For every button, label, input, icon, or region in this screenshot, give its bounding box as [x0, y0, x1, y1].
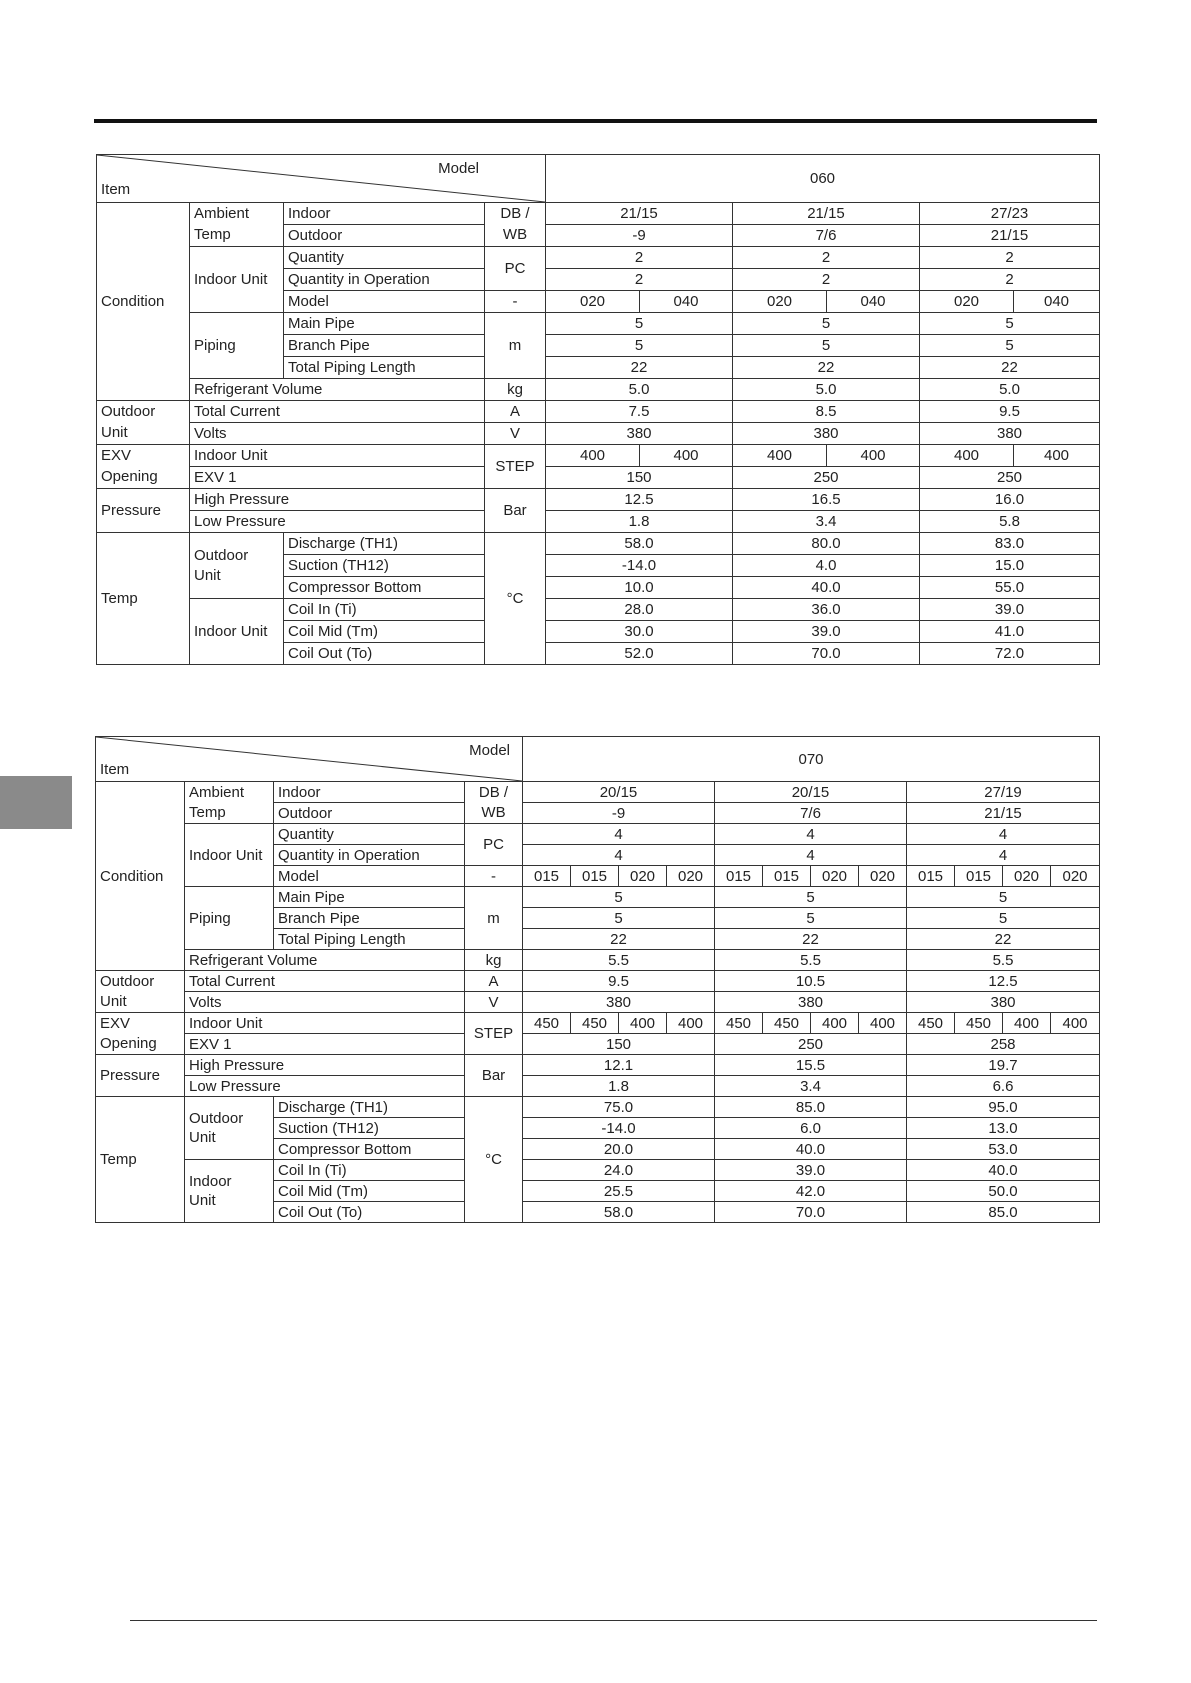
coil-out-value: 72.0	[920, 643, 1100, 665]
temp-indoor-l2: Unit	[189, 1192, 216, 1209]
coil-mid-label: Coil Mid (Tm)	[284, 621, 485, 643]
quantity-label: Quantity	[284, 247, 485, 269]
suction-value: 6.0	[715, 1118, 907, 1139]
spec-table-060	[96, 154, 1100, 665]
model-row-label: Model	[284, 291, 485, 313]
volts-value: 380	[523, 992, 715, 1013]
coil-mid-value: 42.0	[715, 1181, 907, 1202]
model-cell: 015	[955, 866, 1003, 887]
high-pressure-label: High Pressure	[185, 1055, 465, 1076]
pressure-label: Pressure	[97, 489, 190, 533]
exv1-label: EXV 1	[190, 467, 485, 489]
exv-opening-label: Opening	[96, 1034, 185, 1055]
temp-outdoor-l2: Unit	[189, 1129, 216, 1146]
branch-pipe-value: 5	[715, 908, 907, 929]
branch-pipe-label: Branch Pipe	[284, 335, 485, 357]
discharge-value: 95.0	[907, 1097, 1100, 1118]
unit-a: A	[465, 971, 523, 992]
coil-in-value: 28.0	[546, 599, 733, 621]
qty-op-value: 4	[523, 845, 715, 866]
branch-pipe-value: 5	[523, 908, 715, 929]
refrigerant-value: 5.0	[546, 379, 733, 401]
temp-indoor-unit-label: Indoor Unit	[190, 599, 284, 665]
qty-op-value: 4	[907, 845, 1100, 866]
ambient-label: Ambient	[185, 782, 274, 803]
high-pressure-value: 12.1	[523, 1055, 715, 1076]
branch-pipe-value: 5	[733, 335, 920, 357]
suction-value: -14.0	[523, 1118, 715, 1139]
branch-pipe-value: 5	[920, 335, 1100, 357]
suction-label: Suction (TH12)	[274, 1118, 465, 1139]
exv1-label: EXV 1	[185, 1034, 465, 1055]
coil-out-value: 52.0	[546, 643, 733, 665]
ambient-label: Ambient	[190, 203, 284, 225]
model-cell: 040	[640, 291, 733, 313]
unit-wb: WB	[485, 225, 546, 247]
compressor-value: 53.0	[907, 1139, 1100, 1160]
total-current-label: Total Current	[185, 971, 465, 992]
ambient-temp-label: Temp	[190, 225, 284, 247]
exv-indoor-cell: 400	[1003, 1013, 1051, 1034]
coil-in-value: 24.0	[523, 1160, 715, 1181]
ambient-indoor-value: 27/23	[920, 203, 1100, 225]
volts-value: 380	[546, 423, 733, 445]
temp-label: Temp	[96, 1097, 185, 1223]
temp-indoor-l1: Indoor	[189, 1173, 232, 1190]
item-header-label: Item	[100, 761, 130, 778]
exv-indoor-cell: 450	[955, 1013, 1003, 1034]
low-pressure-value: 1.8	[546, 511, 733, 533]
unit-kg: kg	[485, 379, 546, 401]
qty-op-value: 4	[715, 845, 907, 866]
exv-indoor-cell: 450	[523, 1013, 571, 1034]
item-header-label: Item	[101, 181, 131, 198]
refrigerant-value: 5.5	[523, 950, 715, 971]
compressor-value: 40.0	[715, 1139, 907, 1160]
footer-rule	[130, 1620, 1097, 1621]
low-pressure-value: 1.8	[523, 1076, 715, 1097]
compressor-label: Compressor Bottom	[284, 577, 485, 599]
main-pipe-label: Main Pipe	[284, 313, 485, 335]
ambient-outdoor-label: Outdoor	[284, 225, 485, 247]
ambient-outdoor-value: -9	[523, 803, 715, 824]
quantity-value: 2	[733, 247, 920, 269]
exv-label: EXV	[97, 445, 190, 467]
quantity-value: 4	[715, 824, 907, 845]
suction-value: 13.0	[907, 1118, 1100, 1139]
unit-db: DB /	[465, 782, 523, 803]
model-cell: 020	[619, 866, 667, 887]
coil-in-value: 40.0	[907, 1160, 1100, 1181]
refrigerant-value: 5.0	[920, 379, 1100, 401]
total-current-value: 9.5	[920, 401, 1100, 423]
unit-step: STEP	[485, 445, 546, 489]
exv1-value: 250	[715, 1034, 907, 1055]
unit-wb: WB	[465, 803, 523, 824]
compressor-value: 20.0	[523, 1139, 715, 1160]
model-cell: 015	[907, 866, 955, 887]
exv-indoor-cell: 400	[619, 1013, 667, 1034]
ambient-indoor-label: Indoor	[274, 782, 465, 803]
temp-outdoor-unit-label	[190, 533, 284, 599]
unit-db: DB /	[485, 203, 546, 225]
condition-label: Condition	[97, 203, 190, 401]
branch-pipe-value: 5	[546, 335, 733, 357]
model-header-label: Model	[469, 742, 510, 759]
model-cell: 020	[733, 291, 827, 313]
main-pipe-label: Main Pipe	[274, 887, 465, 908]
exv1-value: 250	[920, 467, 1100, 489]
unit-v: V	[485, 423, 546, 445]
model-row-label: Model	[274, 866, 465, 887]
indoor-unit-label: Indoor Unit	[190, 247, 284, 313]
total-current-value: 9.5	[523, 971, 715, 992]
discharge-label: Discharge (TH1)	[274, 1097, 465, 1118]
exv-indoor-cell: 400	[733, 445, 827, 467]
refrigerant-value: 5.0	[733, 379, 920, 401]
header-rule	[94, 119, 1097, 123]
exv-indoor-cell: 450	[715, 1013, 763, 1034]
exv1-value: 150	[523, 1034, 715, 1055]
ambient-temp-label: Temp	[185, 803, 274, 824]
coil-in-value: 39.0	[715, 1160, 907, 1181]
low-pressure-value: 3.4	[733, 511, 920, 533]
piping-label: Piping	[185, 887, 274, 950]
exv-indoor-cell: 400	[827, 445, 920, 467]
total-piping-value: 22	[546, 357, 733, 379]
exv-label: EXV	[96, 1013, 185, 1034]
volts-value: 380	[715, 992, 907, 1013]
unit-kg: kg	[465, 950, 523, 971]
total-current-value: 7.5	[546, 401, 733, 423]
exv-indoor-cell: 400	[546, 445, 640, 467]
low-pressure-label: Low Pressure	[190, 511, 485, 533]
main-pipe-value: 5	[907, 887, 1100, 908]
quantity-value: 2	[546, 247, 733, 269]
branch-pipe-value: 5	[907, 908, 1100, 929]
exv-indoor-cell: 400	[667, 1013, 715, 1034]
discharge-value: 83.0	[920, 533, 1100, 555]
model-cell: 040	[1014, 291, 1100, 313]
ambient-indoor-value: 20/15	[523, 782, 715, 803]
qty-op-value: 2	[546, 269, 733, 291]
ambient-outdoor-value: 21/15	[907, 803, 1100, 824]
indoor-unit-label: Indoor Unit	[185, 824, 274, 887]
main-pipe-value: 5	[715, 887, 907, 908]
main-pipe-value: 5	[546, 313, 733, 335]
temp-indoor-unit-label	[185, 1160, 274, 1223]
suction-value: 4.0	[733, 555, 920, 577]
total-piping-value: 22	[733, 357, 920, 379]
model-cell: 040	[827, 291, 920, 313]
high-pressure-label: High Pressure	[190, 489, 485, 511]
discharge-value: 58.0	[546, 533, 733, 555]
model-cell: 020	[811, 866, 859, 887]
unit-pc: PC	[485, 247, 546, 291]
total-current-value: 10.5	[715, 971, 907, 992]
unit-degc: °C	[465, 1097, 523, 1223]
compressor-value: 40.0	[733, 577, 920, 599]
exv1-value: 258	[907, 1034, 1100, 1055]
pressure-label: Pressure	[96, 1055, 185, 1097]
low-pressure-value: 3.4	[715, 1076, 907, 1097]
model-value: 060	[546, 155, 1100, 203]
ambient-indoor-label: Indoor	[284, 203, 485, 225]
discharge-value: 80.0	[733, 533, 920, 555]
total-current-label: Total Current	[190, 401, 485, 423]
high-pressure-value: 19.7	[907, 1055, 1100, 1076]
high-pressure-value: 15.5	[715, 1055, 907, 1076]
model-cell: 020	[1051, 866, 1100, 887]
coil-out-label: Coil Out (To)	[284, 643, 485, 665]
section-tab	[0, 776, 72, 829]
model-value: 070	[523, 737, 1100, 782]
coil-mid-label: Coil Mid (Tm)	[274, 1181, 465, 1202]
coil-mid-value: 41.0	[920, 621, 1100, 643]
exv-indoor-cell: 400	[1051, 1013, 1100, 1034]
quantity-value: 4	[907, 824, 1100, 845]
model-cell: 015	[763, 866, 811, 887]
ambient-indoor-value: 21/15	[546, 203, 733, 225]
exv-indoor-cell: 400	[640, 445, 733, 467]
compressor-value: 10.0	[546, 577, 733, 599]
unit-dash: -	[485, 291, 546, 313]
total-current-value: 12.5	[907, 971, 1100, 992]
exv-indoor-label: Indoor Unit	[185, 1013, 465, 1034]
unit-degc: °C	[485, 533, 546, 665]
low-pressure-value: 6.6	[907, 1076, 1100, 1097]
unit-step: STEP	[465, 1013, 523, 1055]
refrigerant-value: 5.5	[715, 950, 907, 971]
compressor-value: 55.0	[920, 577, 1100, 599]
model-cell: 020	[667, 866, 715, 887]
unit-bar: Bar	[485, 489, 546, 533]
outdoor-unit-label: Outdoor	[96, 971, 185, 992]
model-cell: 020	[546, 291, 640, 313]
exv1-value: 250	[733, 467, 920, 489]
quantity-value: 2	[920, 247, 1100, 269]
temp-outdoor-l1: Outdoor	[189, 1110, 244, 1127]
coil-mid-value: 25.5	[523, 1181, 715, 1202]
header-diagonal	[96, 737, 522, 781]
volts-value: 380	[920, 423, 1100, 445]
coil-in-value: 36.0	[733, 599, 920, 621]
unit-dash: -	[465, 866, 523, 887]
exv-indoor-cell: 400	[811, 1013, 859, 1034]
unit-pc: PC	[465, 824, 523, 866]
low-pressure-label: Low Pressure	[185, 1076, 465, 1097]
high-pressure-value: 12.5	[546, 489, 733, 511]
refrigerant-label: Refrigerant Volume	[185, 950, 465, 971]
unit-m: m	[485, 313, 546, 379]
coil-out-value: 58.0	[523, 1202, 715, 1223]
model-cell: 020	[859, 866, 907, 887]
exv-indoor-cell: 400	[1014, 445, 1100, 467]
ambient-outdoor-value: -9	[546, 225, 733, 247]
temp-outdoor-unit-label	[185, 1097, 274, 1160]
suction-label: Suction (TH12)	[284, 555, 485, 577]
exv-opening-label: Opening	[97, 467, 190, 489]
low-pressure-value: 5.8	[920, 511, 1100, 533]
outdoor-unit-label-2: Unit	[96, 992, 185, 1013]
total-piping-value: 22	[907, 929, 1100, 950]
exv-indoor-label: Indoor Unit	[190, 445, 485, 467]
outdoor-unit-label-2: Unit	[97, 423, 190, 445]
high-pressure-value: 16.0	[920, 489, 1100, 511]
header-corner	[97, 155, 546, 203]
suction-value: -14.0	[546, 555, 733, 577]
coil-mid-value: 50.0	[907, 1181, 1100, 1202]
temp-outdoor-l1: Outdoor	[194, 546, 249, 564]
unit-bar: Bar	[465, 1055, 523, 1097]
volts-value: 380	[733, 423, 920, 445]
refrigerant-label: Refrigerant Volume	[190, 379, 485, 401]
ambient-outdoor-value: 7/6	[715, 803, 907, 824]
header-corner	[96, 737, 523, 782]
suction-value: 15.0	[920, 555, 1100, 577]
discharge-value: 85.0	[715, 1097, 907, 1118]
exv-indoor-cell: 450	[907, 1013, 955, 1034]
qty-op-value: 2	[733, 269, 920, 291]
total-current-value: 8.5	[733, 401, 920, 423]
spec-table-070	[95, 736, 1100, 1223]
exv1-value: 150	[546, 467, 733, 489]
unit-m: m	[465, 887, 523, 950]
total-piping-label: Total Piping Length	[274, 929, 465, 950]
temp-outdoor-l2: Unit	[194, 566, 221, 584]
exv-indoor-cell: 400	[920, 445, 1014, 467]
model-cell: 015	[571, 866, 619, 887]
model-cell: 020	[920, 291, 1014, 313]
volts-label: Volts	[185, 992, 465, 1013]
total-piping-value: 22	[523, 929, 715, 950]
coil-out-value: 85.0	[907, 1202, 1100, 1223]
coil-in-label: Coil In (Ti)	[274, 1160, 465, 1181]
quantity-label: Quantity	[274, 824, 465, 845]
model-header-label: Model	[438, 160, 479, 177]
ambient-indoor-value: 21/15	[733, 203, 920, 225]
ambient-outdoor-value: 7/6	[733, 225, 920, 247]
coil-in-label: Coil In (Ti)	[284, 599, 485, 621]
exv-indoor-cell: 450	[763, 1013, 811, 1034]
quantity-value: 4	[523, 824, 715, 845]
coil-mid-value: 30.0	[546, 621, 733, 643]
ambient-outdoor-value: 21/15	[920, 225, 1100, 247]
total-piping-label: Total Piping Length	[284, 357, 485, 379]
qty-op-value: 2	[920, 269, 1100, 291]
ambient-indoor-value: 20/15	[715, 782, 907, 803]
outdoor-unit-label: Outdoor	[97, 401, 190, 423]
discharge-label: Discharge (TH1)	[284, 533, 485, 555]
main-pipe-value: 5	[920, 313, 1100, 335]
coil-mid-value: 39.0	[733, 621, 920, 643]
exv-indoor-cell: 450	[571, 1013, 619, 1034]
volts-value: 380	[907, 992, 1100, 1013]
unit-a: A	[485, 401, 546, 423]
qty-op-label: Quantity in Operation	[274, 845, 465, 866]
qty-op-label: Quantity in Operation	[284, 269, 485, 291]
coil-out-value: 70.0	[715, 1202, 907, 1223]
exv-indoor-cell: 400	[859, 1013, 907, 1034]
total-piping-value: 22	[715, 929, 907, 950]
compressor-label: Compressor Bottom	[274, 1139, 465, 1160]
temp-label: Temp	[97, 533, 190, 665]
model-cell: 015	[715, 866, 763, 887]
ambient-indoor-value: 27/19	[907, 782, 1100, 803]
main-pipe-value: 5	[733, 313, 920, 335]
model-cell: 015	[523, 866, 571, 887]
coil-out-value: 70.0	[733, 643, 920, 665]
branch-pipe-label: Branch Pipe	[274, 908, 465, 929]
volts-label: Volts	[190, 423, 485, 445]
condition-label: Condition	[96, 782, 185, 971]
piping-label: Piping	[190, 313, 284, 379]
coil-in-value: 39.0	[920, 599, 1100, 621]
ambient-outdoor-label: Outdoor	[274, 803, 465, 824]
coil-out-label: Coil Out (To)	[274, 1202, 465, 1223]
unit-v: V	[465, 992, 523, 1013]
discharge-value: 75.0	[523, 1097, 715, 1118]
refrigerant-value: 5.5	[907, 950, 1100, 971]
model-cell: 020	[1003, 866, 1051, 887]
total-piping-value: 22	[920, 357, 1100, 379]
high-pressure-value: 16.5	[733, 489, 920, 511]
main-pipe-value: 5	[523, 887, 715, 908]
